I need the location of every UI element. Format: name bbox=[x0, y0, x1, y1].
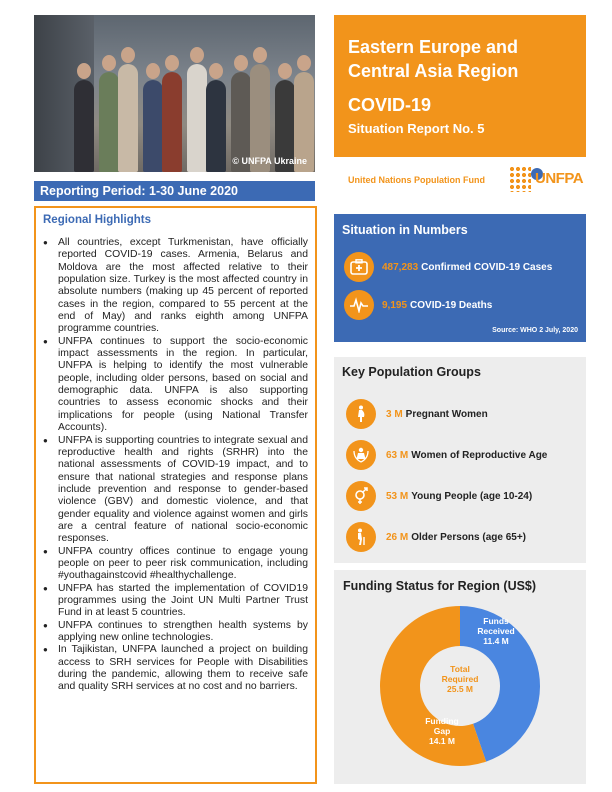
situation-title: Situation in Numbers bbox=[342, 223, 468, 237]
received-data-label: Funds bbox=[483, 616, 509, 626]
photo-person bbox=[206, 80, 226, 172]
photo-person-head bbox=[190, 47, 204, 63]
group-number: 26 M bbox=[386, 531, 409, 543]
list-item: ● UNFPA continues to support the socio-economic impact assessments in the region. In particular, UNFPA is helping to identify the most vulnerable people, including older persons, based on social and demographic data. UNFPA is also supporting countries to assess economic shocks and their implications for people (using National Transfer Accounts). bbox=[43, 336, 308, 435]
photo-person-head bbox=[121, 47, 135, 63]
funding-donut-chart bbox=[334, 570, 586, 784]
photo-person bbox=[162, 72, 182, 172]
photo-person bbox=[118, 64, 138, 172]
photo-person bbox=[99, 72, 119, 172]
deaths-label: COVID-19 Deaths bbox=[410, 299, 493, 311]
photo-person-head bbox=[146, 63, 160, 79]
elderly-icon bbox=[346, 522, 376, 552]
cases-label: Confirmed COVID-19 Cases bbox=[421, 261, 553, 273]
list-item: ● UNFPA continues to strengthen health systems by applying new online technologies. bbox=[43, 620, 308, 645]
total-required-label: Total bbox=[450, 664, 470, 674]
funding-title: Funding Status for Region (US$) bbox=[343, 579, 537, 593]
photo-person-head bbox=[278, 63, 292, 79]
logo-dots-icon bbox=[509, 166, 531, 192]
cases-row bbox=[344, 250, 552, 284]
pregnant-icon bbox=[346, 399, 376, 429]
hospital-icon bbox=[344, 252, 374, 282]
region-title-2: Central Asia Region bbox=[348, 61, 519, 81]
key-groups-title: Key Population Groups bbox=[342, 365, 481, 379]
covid-title: COVID-19 bbox=[348, 95, 432, 115]
situation-source: Source: WHO 2 July, 2020 bbox=[492, 327, 578, 334]
women-icon bbox=[346, 440, 376, 470]
photo-person-head bbox=[165, 55, 179, 71]
reporting-period: Reporting Period: 1-30 June 2020 bbox=[34, 181, 315, 201]
cover-photo bbox=[34, 15, 315, 172]
group-label: Young People (age 10-24) bbox=[411, 490, 533, 502]
group-row bbox=[346, 397, 488, 431]
fund-line bbox=[334, 160, 586, 200]
photo-person-head bbox=[77, 63, 91, 79]
funding-status bbox=[334, 570, 586, 784]
group-row bbox=[346, 438, 547, 472]
photo-person-head bbox=[297, 55, 311, 71]
gap-data-label: 14.1 M bbox=[429, 736, 455, 746]
virus-pulse-icon bbox=[344, 290, 374, 320]
deaths-row bbox=[344, 288, 492, 322]
group-label: Pregnant Women bbox=[405, 408, 488, 420]
cases-number: 487,283 bbox=[382, 261, 419, 273]
received-data-label: Received bbox=[477, 626, 515, 636]
photo-person bbox=[143, 80, 163, 172]
key-population-groups bbox=[334, 357, 586, 563]
list-item: ● UNFPA is supporting countries to integrate sexual and reproductive health and rights (SRHR) into the national assessments of COVID-19 impact, and to ensure that national strategies and response plans include prevention and response to gender-based violence (GBV) and domestic violence, and that gender equality and violence against women and girls are a central feature of national socio-economic responses. bbox=[43, 435, 308, 546]
photo-person-head bbox=[209, 63, 223, 79]
total-required-label: Required bbox=[441, 674, 479, 684]
group-label: Women of Reproductive Age bbox=[411, 449, 548, 461]
unfpa-logo bbox=[509, 164, 585, 194]
fund-name: United Nations Population Fund bbox=[348, 175, 485, 185]
group-row bbox=[346, 520, 526, 554]
list-item: ● UNFPA country offices continue to engage young people on peer to peer risk communication, including #youthagainstcovid #healthychallenge. bbox=[43, 546, 308, 583]
photo-person-head bbox=[234, 55, 248, 71]
report-number: Situation Report No. 5 bbox=[348, 121, 485, 136]
group-number: 53 M bbox=[386, 490, 409, 502]
list-item: ● All countries, except Turkmenistan, have officially reported COVID-19 cases. Armenia, Belarus and Moldova are the most affected relative to their population size. Turkey is the most affected country in absolute numbers (making up 45 percent of reported cases in the region, compared to 55 percent at the end of May) and ranks eighth among UNFPA programme countries. bbox=[43, 237, 308, 336]
regional-highlights bbox=[34, 206, 317, 784]
situation-in-numbers bbox=[334, 214, 586, 342]
photo-person bbox=[74, 80, 94, 172]
gender-icon bbox=[346, 481, 376, 511]
gap-data-label: Funding bbox=[425, 716, 459, 726]
photo-credit: © UNFPA Ukraine bbox=[232, 156, 307, 166]
deaths-number: 9,195 bbox=[382, 299, 408, 311]
photo-person bbox=[187, 64, 207, 172]
group-number: 3 M bbox=[386, 408, 403, 420]
region-title-1: Eastern Europe and bbox=[348, 37, 519, 57]
gap-data-label: Gap bbox=[433, 726, 451, 736]
total-required-label: 25.5 M bbox=[447, 684, 473, 694]
photo-person-head bbox=[253, 47, 267, 63]
highlights-list bbox=[43, 237, 308, 694]
list-item: ● In Tajikistan, UNFPA launched a project on building access to SRH services for People with Disabilities during the pandemic, allowing them to receive safe and quality SRH services at no cost and no barriers. bbox=[43, 644, 308, 693]
highlights-title: Regional Highlights bbox=[43, 214, 151, 226]
group-label: Older Persons (age 65+) bbox=[411, 531, 527, 543]
group-number: 63 M bbox=[386, 449, 409, 461]
list-item: ● UNFPA has started the implementation of COVID19 programmes using the Joint UN Multi Partner Trust Fund in at least 5 countries. bbox=[43, 583, 308, 620]
logo-word: UNFPA bbox=[535, 170, 584, 187]
report-title-box bbox=[334, 15, 586, 157]
group-row bbox=[346, 479, 532, 513]
photo-person-head bbox=[102, 55, 116, 71]
received-data-label: 11.4 M bbox=[483, 636, 509, 646]
